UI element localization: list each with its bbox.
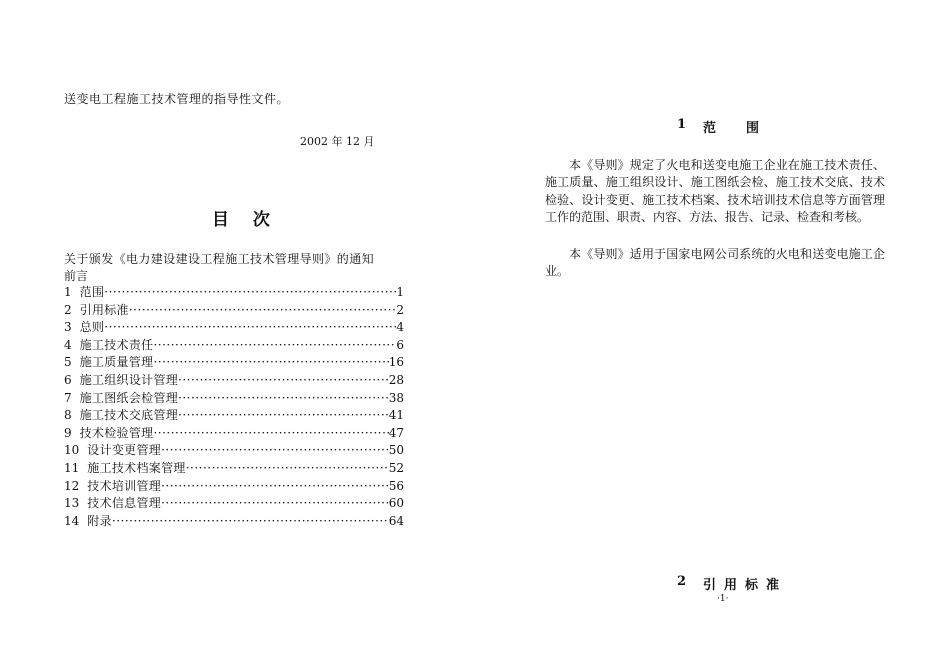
toc-entry[interactable] — [64, 302, 404, 320]
toc-dot-leader — [186, 460, 389, 478]
toc-dot-leader — [129, 302, 397, 320]
intro-line: 送变电工程施工技术管理的指导性文件。 — [64, 92, 290, 106]
toc-entry[interactable] — [64, 460, 404, 478]
toc-entry-page: 16 — [388, 355, 404, 370]
toc-dot-leader — [153, 337, 396, 355]
toc-entry-title: 引用标准 — [79, 302, 129, 317]
toc-dot-leader — [178, 372, 389, 390]
toc-entry-title: 施工技术档案管理 — [87, 460, 186, 475]
toc-entry-page: 50 — [388, 443, 404, 458]
toc-dot-leader — [161, 442, 389, 460]
toc-entry[interactable] — [64, 372, 404, 390]
toc-preface: 前言 — [64, 269, 89, 283]
toc-entry-page: 4 — [396, 320, 404, 335]
toc-entry-page: 6 — [396, 337, 404, 352]
toc-title: 目 次 — [212, 210, 279, 230]
toc-entry-number: 7 — [64, 390, 72, 405]
toc-entry-title: 施工技术交底管理 — [79, 408, 179, 423]
toc-entry[interactable] — [64, 478, 404, 496]
toc-entry-number: 4 — [64, 337, 72, 352]
toc-entry-number: 11 — [64, 460, 80, 475]
toc-entry[interactable] — [64, 407, 404, 425]
section1-paragraph: 本《导则》适用于国家电网公司系统的火电和送变电施工企业。 — [545, 247, 885, 279]
toc-notice: 关于颁发《电力建设建设工程施工技术管理导则》的通知 — [64, 252, 375, 266]
toc-dot-leader — [104, 319, 396, 337]
toc-entry[interactable] — [64, 390, 404, 408]
toc-dot-leader — [161, 495, 389, 513]
toc-entry[interactable] — [64, 284, 404, 302]
toc-entry-number: 6 — [64, 372, 72, 387]
toc-entry-title: 范围 — [79, 285, 105, 299]
toc-entry-page: 38 — [388, 390, 404, 405]
toc-entry-title: 总则 — [79, 320, 105, 335]
toc-entry-number: 5 — [64, 355, 72, 370]
toc-entry-title: 技术信息管理 — [87, 496, 162, 511]
toc-entry-title: 施工组织设计管理 — [79, 372, 179, 387]
toc-entry-number: 8 — [64, 408, 72, 423]
toc-entry[interactable] — [64, 354, 404, 372]
section2-title: 引用标准 — [703, 578, 788, 593]
toc-entry-title: 施工质量管理 — [79, 355, 154, 370]
section2-number: 2 — [677, 574, 687, 589]
toc-entry-page: 52 — [388, 460, 404, 475]
toc-entry[interactable] — [64, 513, 404, 531]
toc-entry-page: 28 — [388, 372, 404, 387]
toc-entry-page: 41 — [388, 408, 404, 423]
table-of-contents — [64, 284, 404, 530]
section1-title: 范围 — [703, 121, 790, 136]
toc-entry[interactable] — [64, 425, 404, 443]
toc-entry-title: 附录 — [87, 513, 112, 528]
toc-dot-leader — [161, 478, 389, 496]
page-number: ·1· — [717, 594, 729, 604]
toc-dot-leader — [104, 284, 396, 302]
toc-entry-page: 47 — [388, 425, 404, 440]
toc-dot-leader — [178, 390, 389, 408]
toc-entry-title: 施工技术责任 — [79, 337, 154, 352]
toc-dot-leader — [153, 425, 388, 443]
toc-entry-title: 施工图纸会检管理 — [79, 390, 179, 405]
toc-entry-number: 1 — [64, 285, 72, 299]
toc-dot-leader — [153, 354, 388, 372]
toc-entry-title: 技术培训管理 — [87, 478, 162, 493]
toc-entry-page: 2 — [396, 302, 404, 317]
toc-entry-number: 14 — [64, 513, 80, 528]
toc-entry-title: 设计变更管理 — [87, 443, 162, 458]
section1-number: 1 — [677, 117, 687, 132]
toc-entry-page: 64 — [388, 513, 404, 528]
document-date: 2002 年 12 月 — [300, 135, 375, 148]
toc-dot-leader — [112, 513, 389, 531]
toc-entry[interactable] — [64, 337, 404, 355]
toc-entry-number: 2 — [64, 302, 72, 317]
toc-entry[interactable] — [64, 319, 404, 337]
toc-entry-page: 60 — [388, 496, 404, 511]
toc-entry-page: 56 — [388, 478, 404, 493]
toc-entry-number: 3 — [64, 320, 72, 335]
toc-entry[interactable] — [64, 442, 404, 460]
toc-entry-page: 1 — [396, 285, 404, 299]
toc-entry-number: 12 — [64, 478, 80, 493]
toc-entry[interactable] — [64, 495, 404, 513]
section1-paragraph: 本《导则》规定了火电和送变电施工企业在施工技术责任、施工质量、施工组织设计、施工图纸会检、施工技术交底、技术检验、设计变更、施工技术档案、技术培训技术信息等方面管理工作的范围、职责、内容、方法、报告、记录、检查和考核。 — [545, 158, 885, 225]
toc-entry-number: 9 — [64, 425, 72, 440]
toc-entry-number: 13 — [64, 496, 80, 511]
toc-entry-number: 10 — [64, 443, 80, 458]
toc-entry-title: 技术检验管理 — [79, 425, 154, 440]
toc-dot-leader — [178, 407, 389, 425]
